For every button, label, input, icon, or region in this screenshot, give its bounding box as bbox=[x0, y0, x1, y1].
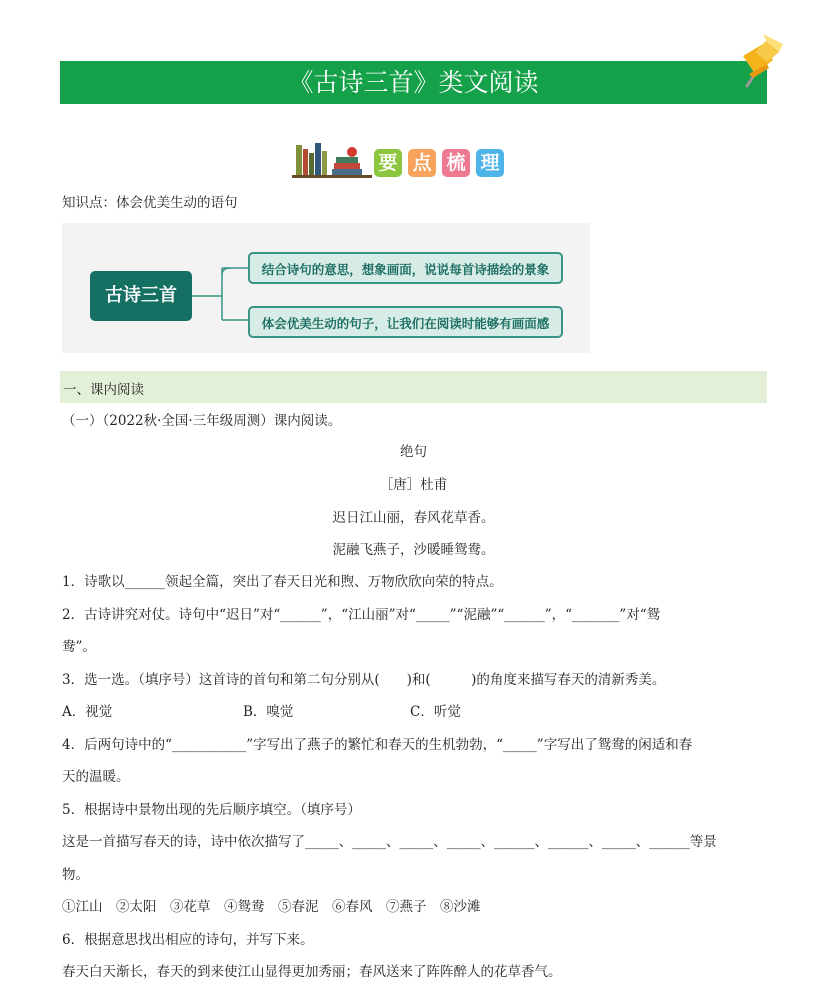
option-b: B．嗅觉 bbox=[243, 704, 294, 720]
mind-map-node: 体会优美生动的句子，让我们在阅读时能够有画面感 bbox=[248, 306, 563, 338]
question-1: 1．诗歌以______领起全篇，突出了春天日光和煦、万物欣欣向荣的特点。 bbox=[62, 574, 503, 590]
poem-line: 迟日江山丽，春风花草香。 bbox=[332, 510, 495, 526]
question-2-cont: 鸯”。 bbox=[62, 639, 96, 655]
question-4: 4．后两句诗中的“___________”字写出了燕子的繁忙和春天的生机勃勃，“_____”字写出了鸳鸯的闲适和春 bbox=[62, 737, 693, 753]
poem-author: ［唐］杜甫 bbox=[379, 477, 448, 493]
question-5-cont: 物。 bbox=[62, 867, 89, 883]
page-title: 《古诗三首》类文阅读 bbox=[288, 68, 539, 97]
pushpin-icon bbox=[733, 30, 787, 94]
question-5-text: 这是一首描写春天的诗，诗中依次描写了_____、_____、_____、_____、______、______、_____、______等景 bbox=[62, 834, 717, 850]
poem-title: 绝句 bbox=[400, 444, 427, 460]
mind-map-node: 结合诗句的意思，想象画面，说说每首诗描绘的景象 bbox=[248, 252, 563, 284]
tile-li: 理 bbox=[476, 149, 504, 177]
knowledge-point: 知识点：体会优美生动的语句 bbox=[62, 195, 238, 211]
question-3: 3．选一选。（填序号）这首诗的首句和第二句分别从( )和( )的角度来描写春天的清新秀美。 bbox=[62, 672, 666, 688]
option-c: C．听觉 bbox=[410, 704, 461, 720]
mind-map-root: 古诗三首 bbox=[90, 271, 192, 321]
mind-map bbox=[62, 223, 590, 353]
poem-line: 泥融飞燕子，沙暖睡鸳鸯。 bbox=[332, 542, 495, 558]
tile-yao: 要 bbox=[374, 149, 402, 177]
question-5-options: ①江山 ②太阳 ③花草 ④鸳鸯 ⑤春泥 ⑥春风 ⑦燕子 ⑧沙滩 bbox=[62, 899, 481, 915]
section-title: 一、课内阅读 bbox=[63, 382, 144, 398]
tile-shu: 梳 bbox=[442, 149, 470, 177]
title-banner bbox=[60, 61, 767, 104]
option-a: A．视觉 bbox=[62, 704, 113, 720]
section-bar bbox=[60, 371, 767, 403]
question-5: 5．根据诗中景物出现的先后顺序填空。（填序号） bbox=[62, 802, 361, 818]
tile-dian: 点 bbox=[408, 149, 436, 177]
question-4-cont: 天的温暖。 bbox=[62, 769, 130, 785]
books-icon bbox=[292, 141, 372, 181]
intro-text: （一）（2022秋·全国·三年级周测）课内阅读。 bbox=[62, 413, 342, 429]
key-points-heading bbox=[292, 141, 512, 181]
question-6: 6．根据意思找出相应的诗句，并写下来。 bbox=[62, 932, 314, 948]
question-6-text: 春天白天渐长，春天的到来使江山显得更加秀丽；春风送来了阵阵醉人的花草香气。 bbox=[62, 964, 562, 980]
question-2: 2．古诗讲究对仗。诗句中“迟日”对“______”，“江山丽”对“_____”“泥融”“______”，“_______”对“鸳 bbox=[62, 607, 661, 623]
